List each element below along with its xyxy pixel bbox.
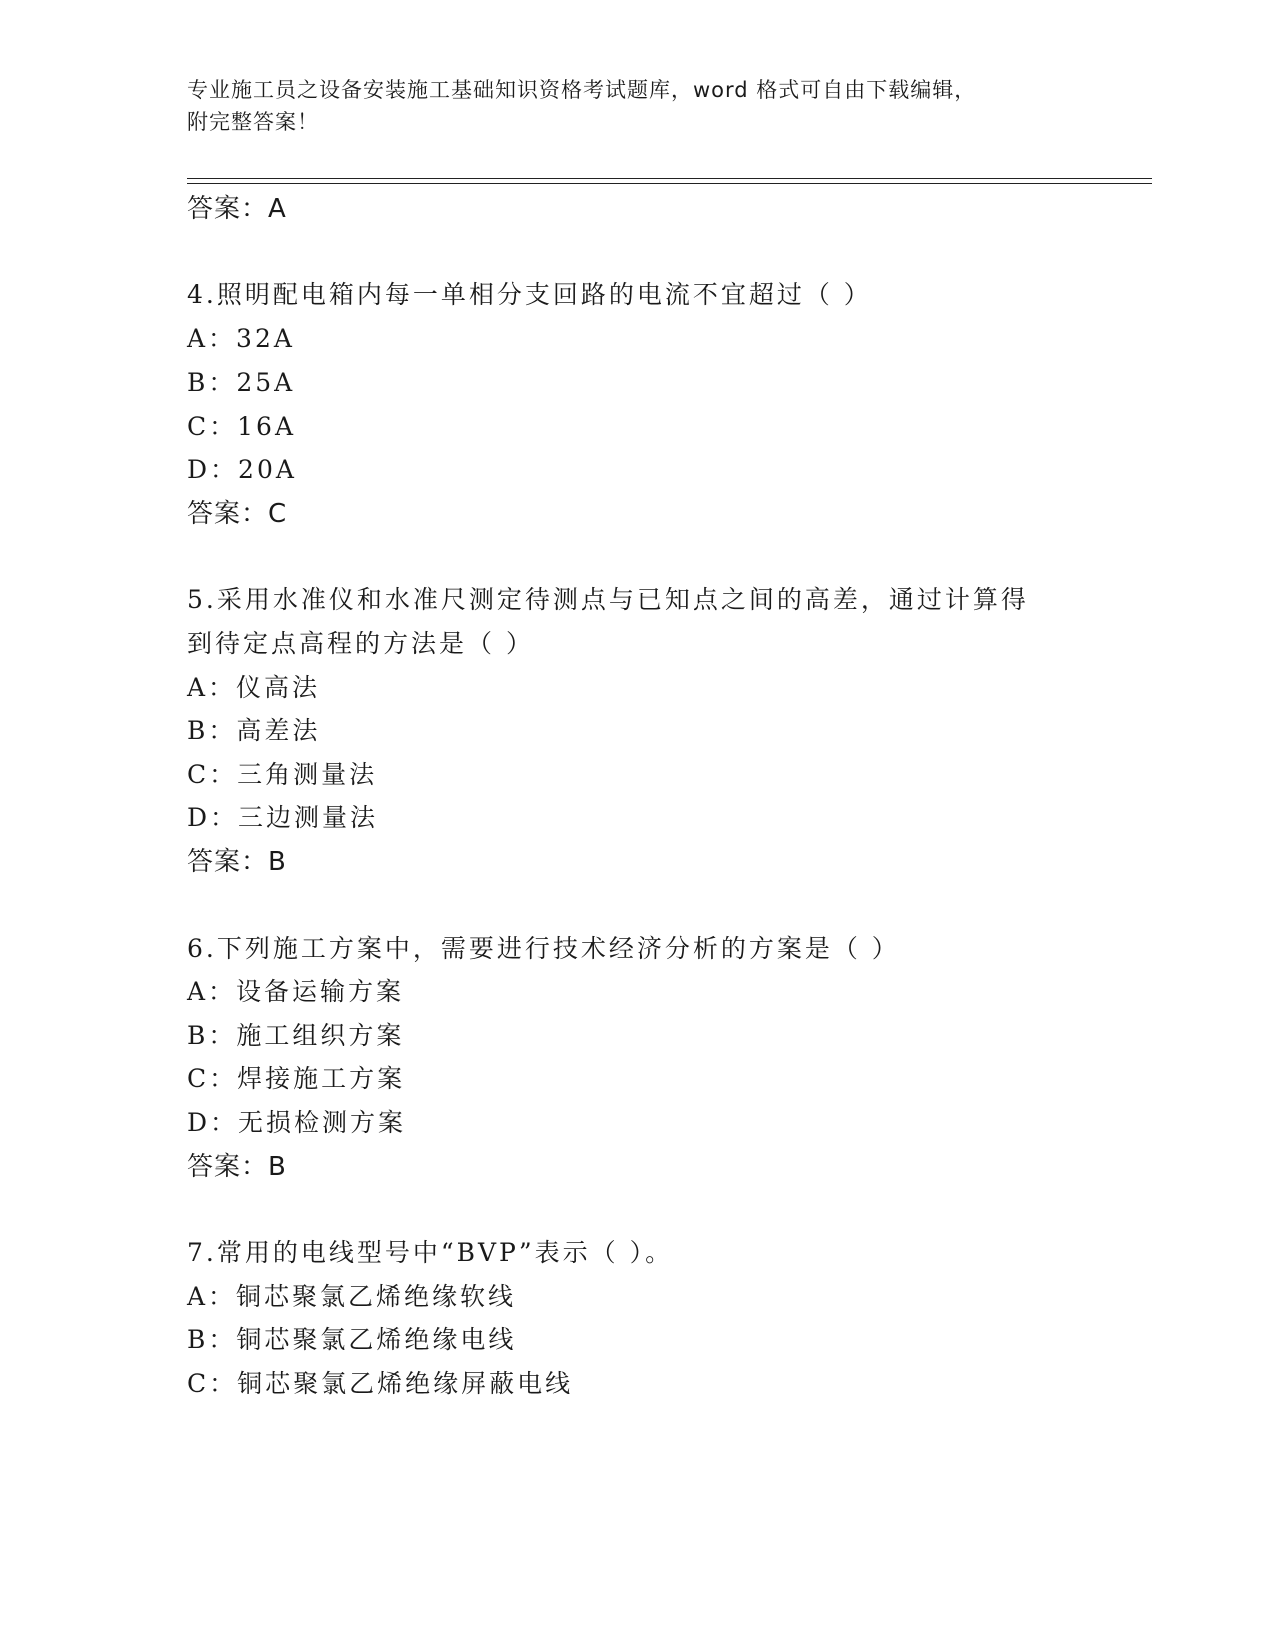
- question-7-option-b: B：铜芯聚氯乙烯绝缘电线: [187, 1325, 517, 1354]
- question-6-stem: 6.下列施工方案中，需要进行技术经济分析的方案是（ ）: [187, 934, 900, 963]
- question-6-option-c: C：焊接施工方案: [187, 1064, 406, 1093]
- question-4-option-c: C：16A: [187, 412, 296, 441]
- header-divider-top: [187, 178, 1152, 179]
- question-4-option-b: B：25A: [187, 368, 296, 397]
- question-5-answer: 答案：B: [187, 847, 287, 877]
- question-5-option-d: D：三边测量法: [187, 803, 379, 832]
- question-7-option-c: C：铜芯聚氯乙烯绝缘屏蔽电线: [187, 1369, 574, 1398]
- question-7-option-a: A：铜芯聚氯乙烯绝缘软线: [187, 1282, 517, 1311]
- question-6-option-b: B：施工组织方案: [187, 1021, 405, 1050]
- header-divider-bottom: [187, 183, 1152, 184]
- question-5-option-c: C：三角测量法: [187, 760, 378, 789]
- question-4-option-a: A：32A: [187, 324, 295, 353]
- question-7-stem: 7.常用的电线型号中“BVP”表示（ ）。: [187, 1238, 674, 1267]
- question-6-answer: 答案：B: [187, 1152, 287, 1182]
- question-5-option-b: B：高差法: [187, 716, 321, 745]
- question-4-answer: 答案：C: [187, 499, 288, 529]
- question-4-stem: 4.照明配电箱内每一单相分支回路的电流不宜超过（ ）: [187, 280, 872, 309]
- question-6-option-d: D：无损检测方案: [187, 1108, 407, 1137]
- header-line-2: 附完整答案！: [187, 110, 319, 134]
- question-5-stem-line-1: 5.采用水准仪和水准尺测定待测点与已知点之间的高差，通过计算得: [187, 585, 1029, 614]
- question-4-option-d: D：20A: [187, 455, 297, 484]
- document-header: [187, 74, 1067, 138]
- question-5-option-a: A：仪高法: [187, 673, 321, 702]
- header-line-1: 专业施工员之设备安装施工基础知识资格考试题库，word 格式可自由下载编辑，: [187, 78, 977, 102]
- question-6-option-a: A：设备运输方案: [187, 977, 405, 1006]
- answer-line: 答案：A: [187, 194, 287, 224]
- question-5-stem-line-2: 到待定点高程的方法是（ ）: [187, 629, 534, 658]
